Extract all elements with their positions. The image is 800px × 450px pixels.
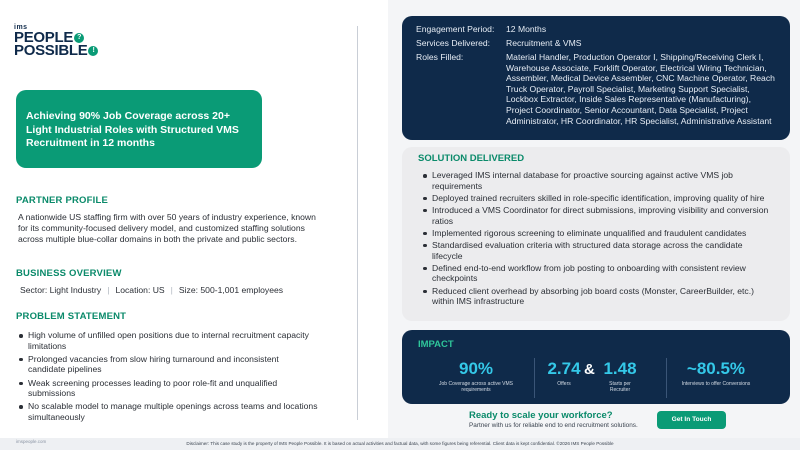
separator: | (107, 285, 110, 295)
cta-title: Ready to scale your workforce? (469, 410, 613, 421)
stat-starts-per-recruiter (600, 360, 640, 393)
stat-divider (534, 358, 535, 398)
stat-offers (543, 360, 585, 387)
hero-title-card (16, 90, 262, 168)
list-item: Defined end-to-end workflow from job posting to onboarding with consistent review checkpoints (422, 263, 772, 284)
stat-job-coverage (438, 360, 514, 393)
logo-small-text: ims (14, 24, 28, 31)
disclaimer-bar (0, 438, 800, 450)
logo-question-mark-icon: ? (74, 33, 84, 43)
solution-card (402, 147, 790, 321)
roles-value: Material Handler, Production Operator I, Shipping/Receiving Clerk I, Warehouse Associate, Forklift Operator, Electrical Wiring Technician, Assembler, Medical Device Assembler, CNC Machine Operator, Reach Truck Operator, Payroll Specialist, Marketing Support Specialist, Lockbox Extractor, Inside Sales Representative (Manufacturing), Project Coordinator, Senior Accountant, Data Specialist, Project Administrator, HR Coordinator, HR Specialist, Administrative Assistant (506, 52, 775, 126)
size-text: Size: 500-1,001 employees (178, 285, 284, 295)
disclaimer-text: Disclaimer: This case study is the property of IMS People Possible. It is based on actual activities and factual data, with some figures being referential. Client data is kept confidential. ©2026 IMS People Possible (186, 441, 614, 446)
roles-label: Roles Filled: (416, 52, 464, 62)
list-item: High volume of unfilled open positions due to internal recruitment capacity limitations (18, 330, 318, 351)
company-logo (14, 24, 98, 57)
cta-subtitle: Partner with us for reliable end to end recruitment solutions. (469, 422, 638, 429)
services-value: Recruitment & VMS (506, 38, 582, 48)
business-overview-title: BUSINESS OVERVIEW (16, 268, 122, 279)
problem-statement-title: PROBLEM STATEMENT (16, 311, 127, 322)
impact-card (402, 330, 790, 404)
impact-title: IMPACT (418, 339, 454, 350)
list-item: Prolonged vacancies from slow hiring turnaround and inconsistent candidate pipelines (18, 354, 318, 375)
problem-list (18, 330, 318, 425)
stat-value: 90% (458, 359, 494, 378)
hero-title: Achieving 90% Job Coverage across 20+ Light Industrial Roles with Structured VMS Recruitment in 12 months (26, 110, 239, 149)
stat-label: Interviews to offer Conversions (681, 381, 751, 387)
stat-label: Starts per Recruiter (609, 381, 631, 393)
get-in-touch-button[interactable]: Get In Touch (657, 411, 726, 429)
services-label: Services Delivered: (416, 38, 491, 48)
location-text: Location: US (115, 285, 165, 295)
solution-list (422, 170, 772, 308)
stat-label: Job Coverage across active VMS requirements (439, 381, 513, 393)
logo-exclamation-mark-icon: ! (88, 46, 98, 56)
business-overview-row (20, 285, 283, 295)
list-item: No scalable model to manage multiple openings across teams and locations simultaneously (18, 401, 318, 422)
stat-interview-conversion (678, 360, 754, 387)
solution-title: SOLUTION DELIVERED (418, 153, 525, 164)
stat-divider (666, 358, 667, 398)
stat-label: Offers (557, 381, 571, 387)
ampersand: & (584, 361, 595, 378)
vertical-divider (357, 26, 358, 420)
website-link[interactable]: imspeople.com (16, 439, 47, 444)
engagement-period-value: 12 Months (506, 24, 547, 34)
logo-line1: PEOPLE (14, 29, 74, 46)
list-item: Reduced client overhead by absorbing job board costs (Monster, CareerBuilder, etc.) within IMS infrastructure (422, 286, 772, 307)
stat-value: 2.74 (547, 359, 581, 378)
sector-text: Sector: Light Industry (20, 285, 102, 295)
list-item: Weak screening processes leading to poor role-fit and unqualified submissions (18, 378, 318, 399)
list-item: Standardised evaluation criteria with structured data storage across the candidate lifecycle (422, 240, 772, 261)
engagement-period-label: Engagement Period: (416, 24, 495, 34)
list-item: Implemented rigorous screening to eliminate unqualified and fraudulent candidates (422, 228, 772, 239)
separator: | (170, 285, 173, 295)
stat-value: 1.48 (603, 359, 637, 378)
list-item: Leveraged IMS internal database for proactive sourcing against active VMS job requirements (422, 170, 772, 191)
partner-profile-text: A nationwide US staffing firm with over 50 years of industry experience, known for its community-focused delivery model, and customized staffing solutions across multiple blue-collar domains in both the private and public sectors. (18, 212, 316, 244)
partner-profile-title: PARTNER PROFILE (16, 195, 109, 206)
list-item: Introduced a VMS Coordinator for direct submissions, improving visibility and conversion ratios (422, 205, 772, 226)
stat-value: ~80.5% (686, 359, 746, 378)
engagement-card (402, 16, 790, 140)
logo-line2: POSSIBLE (14, 42, 88, 59)
list-item: Deployed trained recruiters skilled in role-specific identification, improving quality of hire (422, 193, 772, 204)
